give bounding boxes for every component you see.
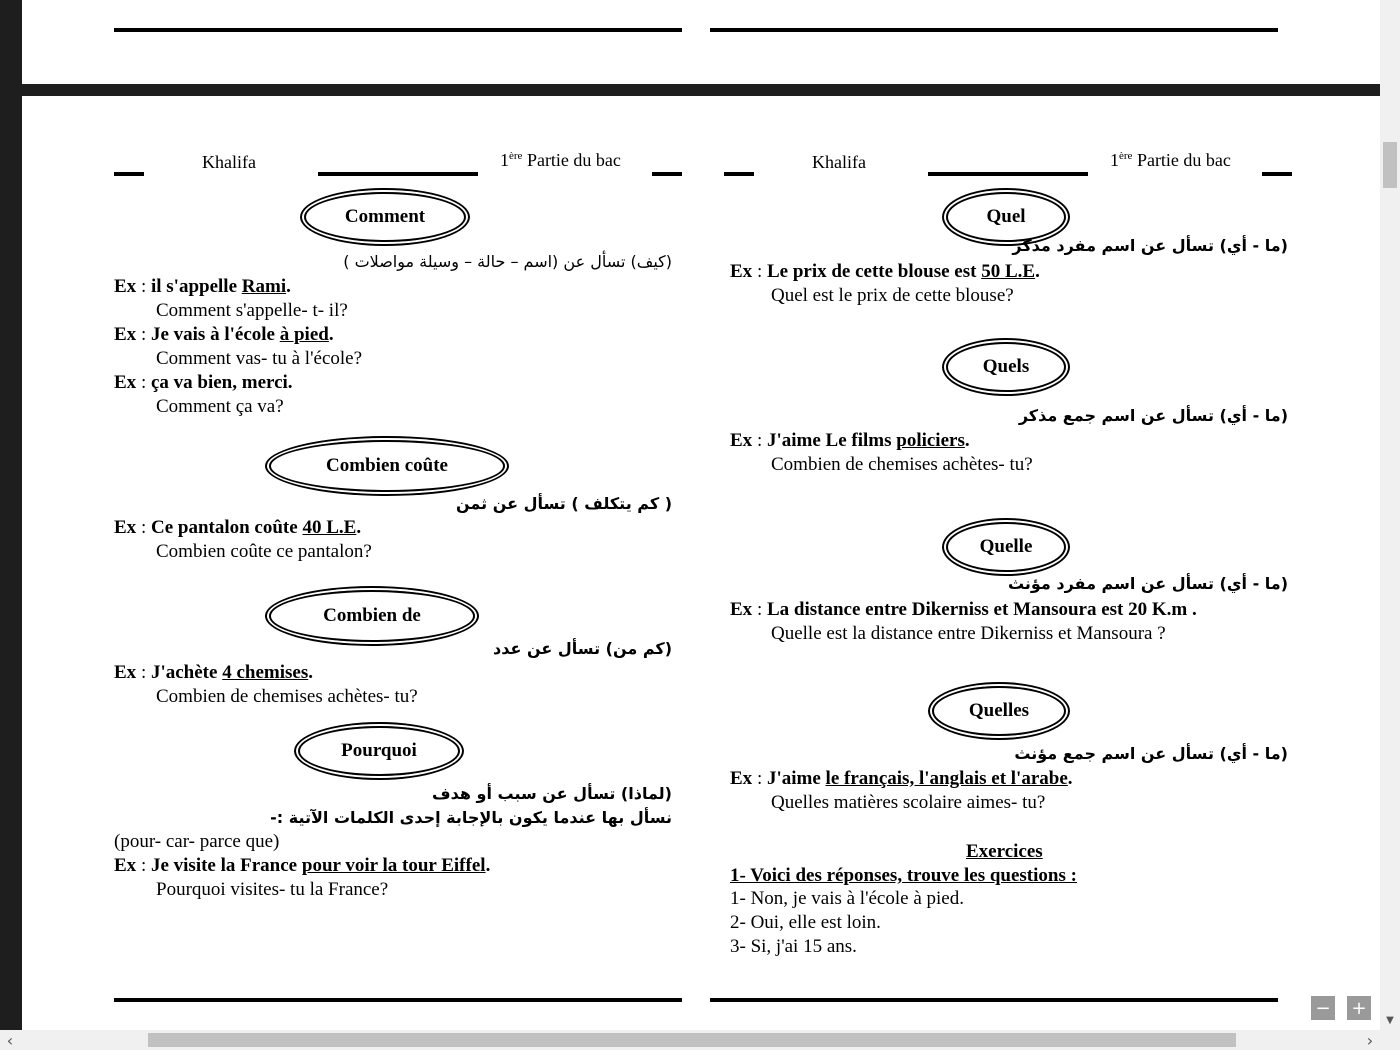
- words-line: (pour- car- parce que): [114, 831, 280, 852]
- oval-combien-de: Combien de: [269, 590, 475, 642]
- scroll-left-arrow-icon[interactable]: ‹: [6, 1030, 14, 1050]
- zoom-in-button[interactable]: +: [1347, 996, 1371, 1020]
- arabic-note-pourquoi-2: نسأل بها عندما يكون بالإجابة إحدى الكلمات الآتية :-: [270, 808, 672, 827]
- arabic-note-comment: (كيف) تسأل عن (اسم – حالة – وسيلة مواصلات ): [343, 252, 672, 271]
- header-rule: [724, 172, 754, 176]
- header-author-left: Khalifa: [202, 152, 256, 172]
- exercise-item: 3- Si, j'ai 15 ans.: [730, 936, 857, 957]
- example-line: Ex : La distance entre Dikerniss et Mansoura est 20 K.m .: [730, 599, 1197, 620]
- header-rule: [928, 172, 1088, 176]
- example-line: Ex : J'aime le français, l'anglais et l'arabe.: [730, 768, 1073, 789]
- header-title-left: 1ère Partie du bac: [500, 150, 621, 170]
- exercise-item: 2- Oui, elle est loin.: [730, 912, 881, 933]
- oval-comment: Comment: [304, 192, 466, 242]
- example-line: Ex : Je vais à l'école à pied.: [114, 324, 334, 345]
- question-line: Combien coûte ce pantalon?: [156, 541, 372, 562]
- previous-page: [22, 0, 1380, 84]
- arabic-note-quels: (ما - أي) تسأل عن اسم جمع مذكر: [1018, 406, 1288, 425]
- oval-quelle: Quelle: [946, 522, 1066, 572]
- exercise-item: 1- Non, je vais à l'école à pied.: [730, 888, 964, 909]
- example-line: Ex : J'aime Le films policiers.: [730, 430, 970, 451]
- page-rule: [114, 28, 682, 32]
- oval-pourquoi: Pourquoi: [298, 726, 460, 776]
- question-line: Quelles matières scolaire aimes- tu?: [771, 792, 1046, 813]
- example-line: Ex : il s'appelle Rami.: [114, 276, 291, 297]
- exercises-instruction: 1- Voici des réponses, trouve les questions :: [730, 865, 1077, 886]
- arabic-note-combien-coute: ( كم يتكلف ) تسأل عن ثمن: [456, 494, 672, 513]
- vertical-scroll-thumb[interactable]: [1383, 142, 1397, 188]
- exercises-title: Exercices: [966, 841, 1043, 862]
- oval-quelles: Quelles: [932, 686, 1066, 736]
- question-line: Combien de chemises achètes- tu?: [771, 454, 1033, 475]
- oval-combien-coute: Combien coûte: [269, 440, 505, 492]
- arabic-note-quelles: (ما - أي) تسأل عن اسم جمع مؤنث: [1014, 744, 1288, 763]
- zoom-out-button[interactable]: −: [1311, 996, 1335, 1020]
- header-author-right: Khalifa: [812, 152, 866, 172]
- arabic-note-quelle: (ما - أي) تسأل عن اسم مفرد مؤنث: [1007, 574, 1288, 593]
- question-line: Combien de chemises achètes- tu?: [156, 686, 418, 707]
- scroll-right-arrow-icon[interactable]: ›: [1366, 1030, 1374, 1050]
- header-rule: [652, 172, 682, 176]
- footer-rule: [710, 998, 1278, 1002]
- example-line: Ex : Ce pantalon coûte 40 L.E.: [114, 517, 362, 538]
- horizontal-scrollbar[interactable]: [0, 1030, 1380, 1050]
- header-rule: [318, 172, 478, 176]
- horizontal-scroll-thumb[interactable]: [148, 1033, 1236, 1047]
- page-rule: [710, 28, 1278, 32]
- example-line: Ex : ça va bien, merci.: [114, 372, 293, 393]
- example-line: Ex : Je visite la France pour voir la tour Eiffel.: [114, 855, 491, 876]
- question-line: Pourquoi visites- tu la France?: [156, 879, 389, 900]
- header-title-right: 1ère Partie du bac: [1110, 150, 1231, 170]
- example-line: Ex : J'achète 4 chemises.: [114, 662, 313, 683]
- question-line: Quelle est la distance entre Dikerniss et Mansoura ?: [771, 623, 1166, 644]
- question-line: Comment vas- tu à l'école?: [156, 348, 363, 369]
- question-line: Quel est le prix de cette blouse?: [771, 285, 1014, 306]
- arabic-note-combien-de: (كم من) تسأل عن عدد: [493, 639, 672, 658]
- document-page: [22, 96, 1380, 1032]
- arabic-note-quel: (ما - أي) تسأل عن اسم مفرد مذكر: [1012, 236, 1288, 255]
- question-line: Comment s'appelle- t- il?: [156, 300, 348, 321]
- footer-rule: [114, 998, 682, 1002]
- header-rule: [1262, 172, 1292, 176]
- oval-quel: Quel: [946, 192, 1066, 242]
- question-line: Comment ça va?: [156, 396, 284, 417]
- scrollbar-corner: [1380, 1030, 1400, 1050]
- header-rule: [114, 172, 144, 176]
- oval-quels: Quels: [946, 342, 1066, 392]
- example-line: Ex : Le prix de cette blouse est 50 L.E.: [730, 261, 1040, 282]
- arabic-note-pourquoi: (لماذا) تسأل عن سبب أو هدف: [432, 784, 672, 803]
- vertical-scrollbar[interactable]: [1380, 0, 1400, 1030]
- scroll-down-arrow-icon[interactable]: ▼: [1386, 1014, 1394, 1026]
